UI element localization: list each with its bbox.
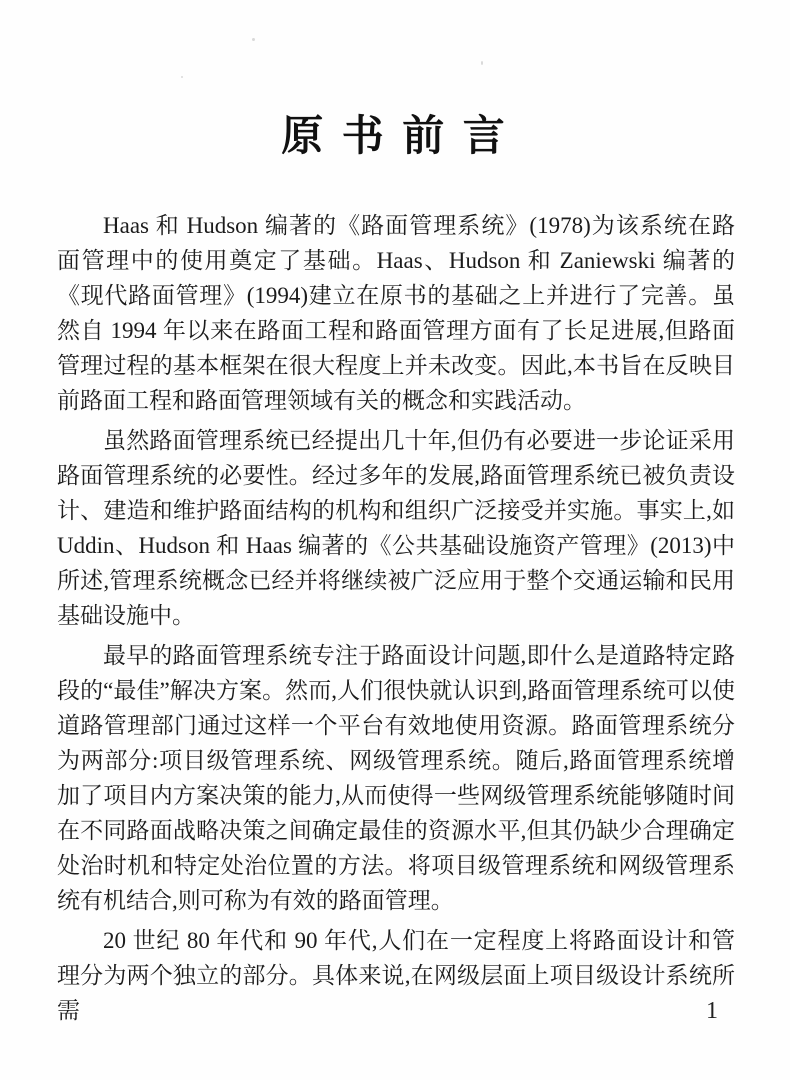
preface-body (0, 208, 790, 1028)
scan-speck (181, 76, 183, 78)
page-title: 原 书 前 言 (281, 114, 509, 160)
preface-paragraph-1: Haas 和 Hudson 编著的《路面管理系统》(1978)为该系统在路面管理中的使用奠定了基础。Haas、Hudson 和 Zaniewski 编著的《现代路面管理》(1994)建立在原书的基础之上并进行了完善。虽然自 1994 年以来在路面工程和路面管理方面有了长足进展,但路面管理过程的基本框架在很大程度上并未改变。因此,本书旨在反映目前路面工程和路面管理领域有关的概念和实践活动。 (57, 213, 735, 414)
preface-paragraph-2: 虽然路面管理系统已经提出几十年,但仍有必要进一步论证采用路面管理系统的必要性。经过多年的发展,路面管理系统已被负责设计、建造和维护路面结构的机构和组织广泛接受并实施。事实上,如 Uddin、Hudson 和 Haas 编著的《公共基础设施资产管理》(2013)中所述,管理系统概念已经并将继续被广泛应用于整个交通运输和民用基础设施中。 (57, 428, 735, 629)
preface-paragraph-4: 20 世纪 80 年代和 90 年代,人们在一定程度上将路面设计和管理分为两个独立的部分。具体来说,在网级层面上项目级设计系统所需 (57, 928, 735, 1024)
preface-paragraph-3: 最早的路面管理系统专注于路面设计问题,即什么是道路特定路段的“最佳”解决方案。然而,人们很快就认识到,路面管理系统可以使道路管理部门通过这样一个平台有效地使用资源。路面管理系统分为两部分:项目级管理系统、网级管理系统。随后,路面管理系统增加了项目内方案决策的能力,从而使得一些网级管理系统能够随时间在不同路面战略决策之间确定最佳的资源水平,但其仍缺少合理确定处治时机和特定处治位置的方法。将项目级管理系统和网级管理系统有机结合,则可称为有效的路面管理。 (57, 643, 735, 914)
scan-speck (481, 61, 483, 65)
page-number: 1 (706, 998, 718, 1024)
scan-speck (252, 38, 255, 41)
